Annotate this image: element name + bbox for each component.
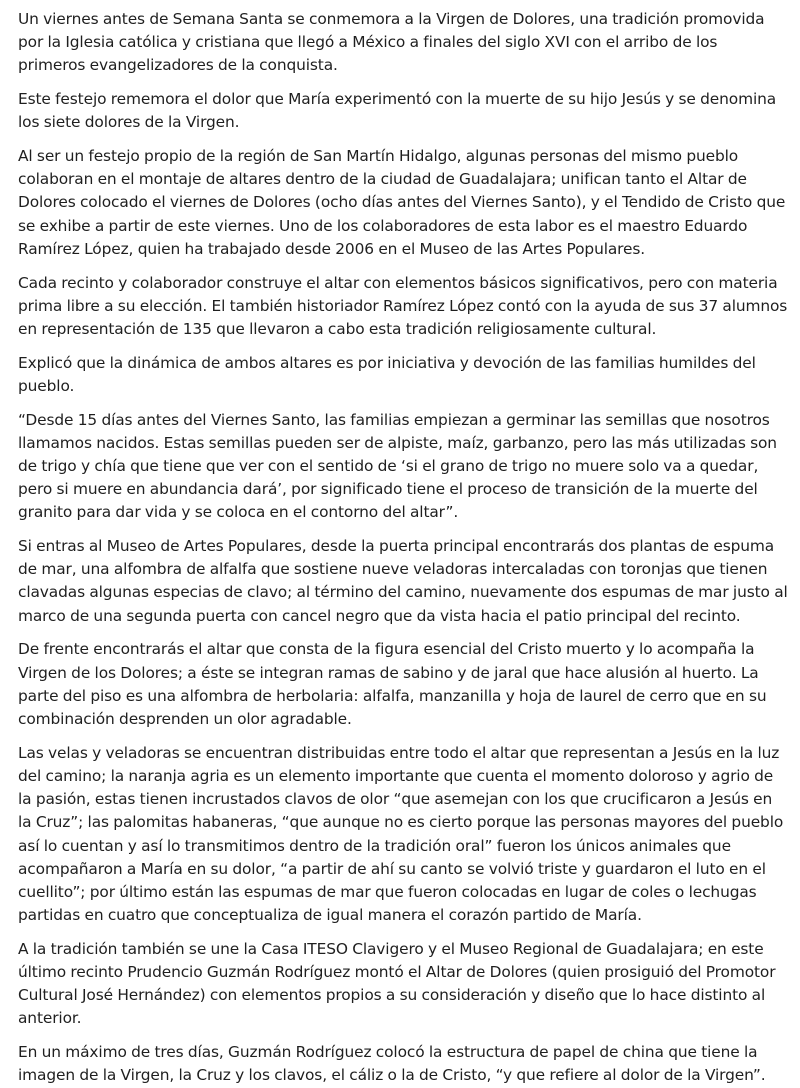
paragraph-2: Este festejo rememora el dolor que María experimentó con la muerte de su hijo Jesús y se denomina los siete dolores de la Virgen. bbox=[18, 90, 777, 132]
paragraph-1: Un viernes antes de Semana Santa se conmemora a la Virgen de Dolores, una tradición promovida por la Iglesia católica y cristiana que llegó a México a finales del siglo XVI con el arribo de los primeros evangelizadores de la conquista. bbox=[18, 10, 765, 75]
paragraph-9: Las velas y veladoras se encuentran distribuidas entre todo el altar que representan a Jesús en la luz del camino; la naranja agria es un elemento importante que cuenta el momento doloroso y agrio de la pasión, estas tienen incrustados clavos de olor “que asemejan con los que crucificaron a Jesús en la Cruz”; las palomitas habaneras, “que aunque no es cierto porque las personas mayores del pueblo así lo cuentan y así lo transmitimos dentro de la tradición oral” fueron los únicos animales que acompañaron a María en su dolor, “a partir de ahí su canto se volvió triste y guardaron el luto en el cuellito”; por último están las espumas de mar que fueron colocadas en lugar de coles o lechugas partidas en cuatro que conceptualiza de igual manera el corazón partido de María. bbox=[18, 743, 784, 925]
paragraph-10: A la tradición también se une la Casa ITESO Clavigero y el Museo Regional de Guadalajara; en este último recinto Prudencio Guzmán Rodríguez montó el Altar de Dolores (quien prosiguió del Promotor Cultural José Hernández) con elementos propios a su consideración y diseño que lo hace distinto al anterior. bbox=[18, 939, 776, 1028]
paragraph-8: De frente encontrarás el altar que consta de la figura esencial del Cristo muerto y lo acompaña la Virgen de los Dolores; a éste se integran ramas de sabino y de jaral que hace alusión al huerto. La parte del piso es una alfombra de herbolaria: alfalfa, manzanilla y hoja de laurel de cerro que en su combinación desprenden un olor agradable. bbox=[18, 640, 767, 728]
paragraph-7: Si entras al Museo de Artes Populares, desde la puerta principal encontrarás dos plantas de espuma de mar, una alfombra de alfalfa que sostiene nueve veladoras intercaladas con toronjas que tienen clavadas algunas especias de clavo; al término del camino, nuevamente dos espumas de mar justo al marco de una segunda puerta con cancel negro que da vista hacia el patio principal del recinto. bbox=[18, 537, 788, 625]
paragraph-3: Al ser un festejo propio de la región de San Martín Hidalgo, algunas personas del mismo pueblo colaboran en el montaje de altares dentro de la ciudad de Guadalajara; unifican tanto el Altar de Dolores colocado el viernes de Dolores (ocho días antes del Viernes Santo), y el Tendido de Cristo que se exhibe a partir de este viernes. Uno de los colaboradores de esta labor es el maestro Eduardo Ramírez López, quien ha trabajado desde 2006 en el Museo de las Artes Populares. bbox=[18, 147, 786, 258]
paragraph-4: Cada recinto y colaborador construye el altar con elementos básicos significativos, pero con materia prima libre a su elección. El también historiador Ramírez López contó con la ayuda de sus 37 alumnos en representación de 135 que llevaron a cabo esta tradición religiosamente cultural. bbox=[18, 273, 788, 338]
paragraph-11: En un máximo de tres días, Guzmán Rodríguez colocó la estructura de papel de china que tiene la imagen de la Virgen, la Cruz y los clavos, el cáliz o la de Cristo, “y que refiere al dolor de la Virgen”. bbox=[18, 1043, 766, 1085]
paragraph-6-quote: “Desde 15 días antes del Viernes Santo, las familias empiezan a germinar las semillas que nosotros llamamos nacidos. Estas semillas pueden ser de alpiste, maíz, garbanzo, pero las más utilizadas son de trigo y chía que tiene que ver con el sentido de ‘si el grano de trigo no muere solo va a quedar, pero si muere en abundancia dará’, por significado tiene el proceso de transición de la muerte del granito para dar vida y se coloca en el contorno del altar”. bbox=[18, 410, 777, 522]
article-body bbox=[18, 8, 788, 1088]
paragraph-5: Explicó que la dinámica de ambos altares es por iniciativa y devoción de las familias humildes del pueblo. bbox=[18, 353, 756, 395]
